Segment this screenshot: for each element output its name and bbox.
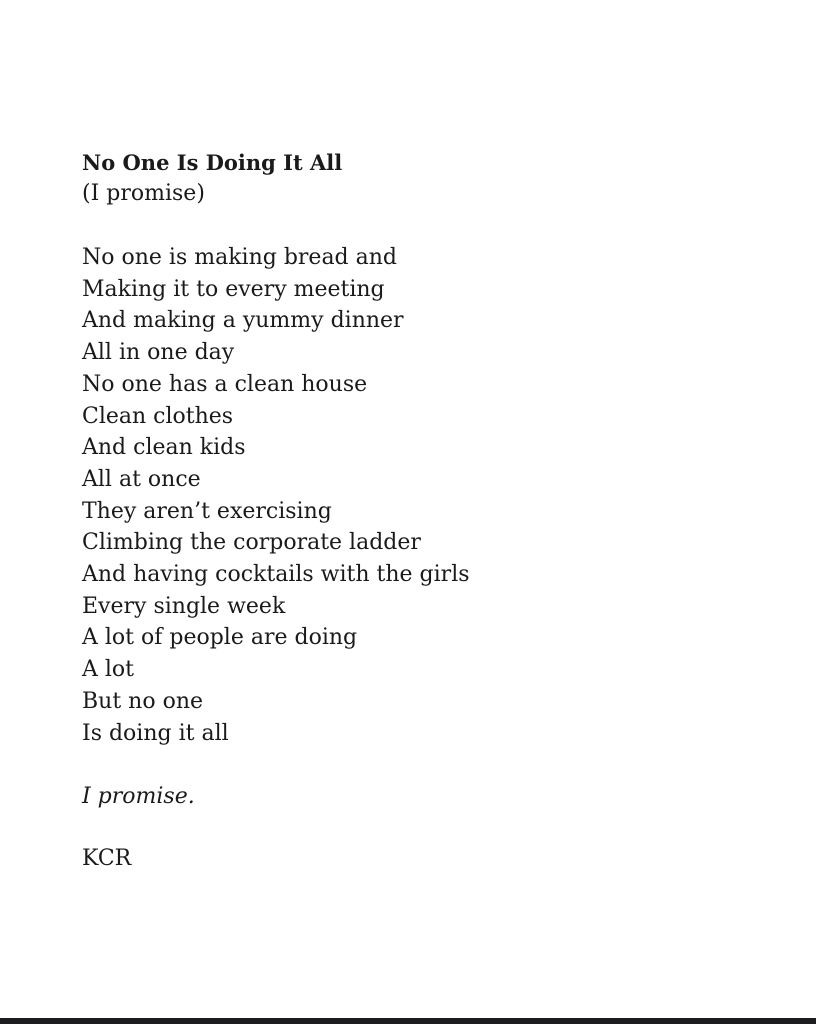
poem-stanza [82, 242, 742, 749]
poem-line: No one is making bread and [82, 245, 398, 270]
poem-line: A lot [82, 657, 135, 683]
poem-line: And having cocktails with the girls [82, 562, 470, 588]
poem-line: Climbing the corporate ladder [82, 530, 421, 556]
poem [82, 148, 742, 875]
poem-line: Is doing it all [82, 720, 229, 746]
poem-title: No One Is Doing It All [82, 150, 343, 175]
poem-closing: I promise. [82, 784, 195, 810]
poem-line: A lot of people are doing [82, 625, 358, 651]
poem-line: No one has a clean house [82, 371, 368, 397]
poem-line: And making a yummy dinner [82, 308, 404, 334]
poem-line: But no one [82, 688, 204, 714]
poem-signature: KCR [82, 846, 132, 872]
poem-line: Every single week [82, 593, 286, 619]
poem-line: All at once [82, 466, 201, 492]
poem-line: Making it to every meeting [82, 276, 385, 302]
poem-line: Clean clothes [82, 403, 234, 429]
poem-line: All in one day [82, 340, 235, 366]
bottom-bar [0, 1018, 816, 1024]
poem-line: And clean kids [82, 435, 246, 461]
poem-subtitle: (I promise) [82, 181, 205, 206]
poem-line: They aren’t exercising [82, 498, 332, 524]
